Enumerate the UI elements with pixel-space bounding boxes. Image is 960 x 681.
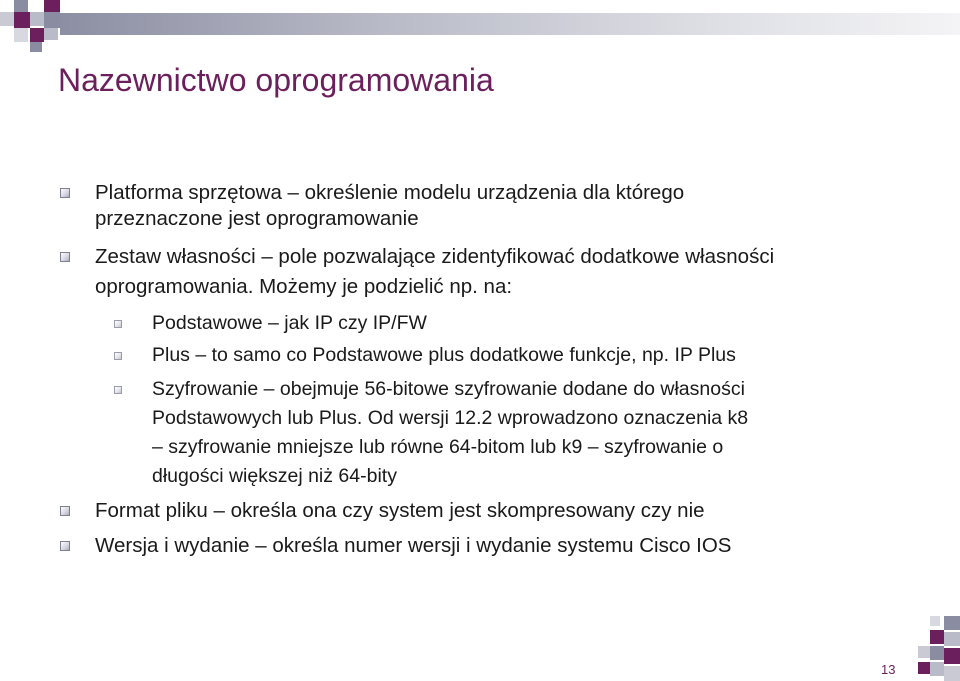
decorative-square xyxy=(30,28,44,42)
bullet-marker-icon xyxy=(60,506,70,516)
decorative-square xyxy=(44,28,58,40)
list-item: Zestaw własności – pole pozwalające zidentyfikować dodatkowe własności xyxy=(95,245,775,268)
decorative-square xyxy=(944,632,960,646)
header-bar xyxy=(60,13,960,35)
sub-bullet-marker-icon xyxy=(114,320,122,328)
bullet-marker-icon xyxy=(60,541,70,551)
sub-bullet-marker-icon xyxy=(114,352,122,360)
decorative-square xyxy=(944,616,960,630)
list-item: Szyfrowanie – obejmuje 56-bitowe szyfrowanie dodane do własności xyxy=(152,378,745,400)
decorative-square xyxy=(14,0,28,12)
slide-title: Nazewnictwo oprogramowania xyxy=(58,62,494,98)
decorative-square xyxy=(44,12,60,28)
decorative-square xyxy=(930,616,940,626)
list-item: Podstawowe – jak IP czy IP/FW xyxy=(152,312,427,334)
list-item: Format pliku – określa ona czy system jest skompresowany czy nie xyxy=(95,499,705,522)
page-number: 13 xyxy=(881,662,896,677)
list-item: oprogramowania. Możemy je podzielić np. na: xyxy=(95,275,513,298)
bullet-marker-icon xyxy=(60,188,70,198)
sub-bullet-marker-icon xyxy=(114,386,122,394)
list-item: przeznaczone jest oprogramowanie xyxy=(95,207,419,230)
list-item: długości większej niż 64-bity xyxy=(152,465,397,487)
list-item: Wersja i wydanie – określa numer wersji i wydanie systemu Cisco IOS xyxy=(95,534,732,557)
decorative-square xyxy=(944,666,960,681)
decorative-square xyxy=(930,646,944,660)
decorative-square xyxy=(30,42,42,52)
decorative-square xyxy=(918,662,930,674)
decorative-square xyxy=(0,12,14,26)
decorative-square xyxy=(44,0,60,12)
decorative-square xyxy=(14,28,28,42)
decorative-square xyxy=(930,630,944,644)
decorative-square xyxy=(944,648,960,664)
decorative-square xyxy=(930,662,944,676)
list-item: – szyfrowanie mniejsze lub równe 64-bitom lub k9 – szyfrowanie o xyxy=(152,436,724,458)
decorative-square xyxy=(30,12,44,26)
bullet-marker-icon xyxy=(60,252,70,262)
decorative-square xyxy=(14,12,30,28)
list-item: Platforma sprzętowa – określenie modelu urządzenia dla którego xyxy=(95,181,685,204)
decorative-square xyxy=(918,646,930,658)
list-item: Podstawowych lub Plus. Od wersji 12.2 wprowadzono oznaczenia k8 xyxy=(152,407,749,429)
list-item: Plus – to samo co Podstawowe plus dodatkowe funkcje, np. IP Plus xyxy=(152,344,736,366)
